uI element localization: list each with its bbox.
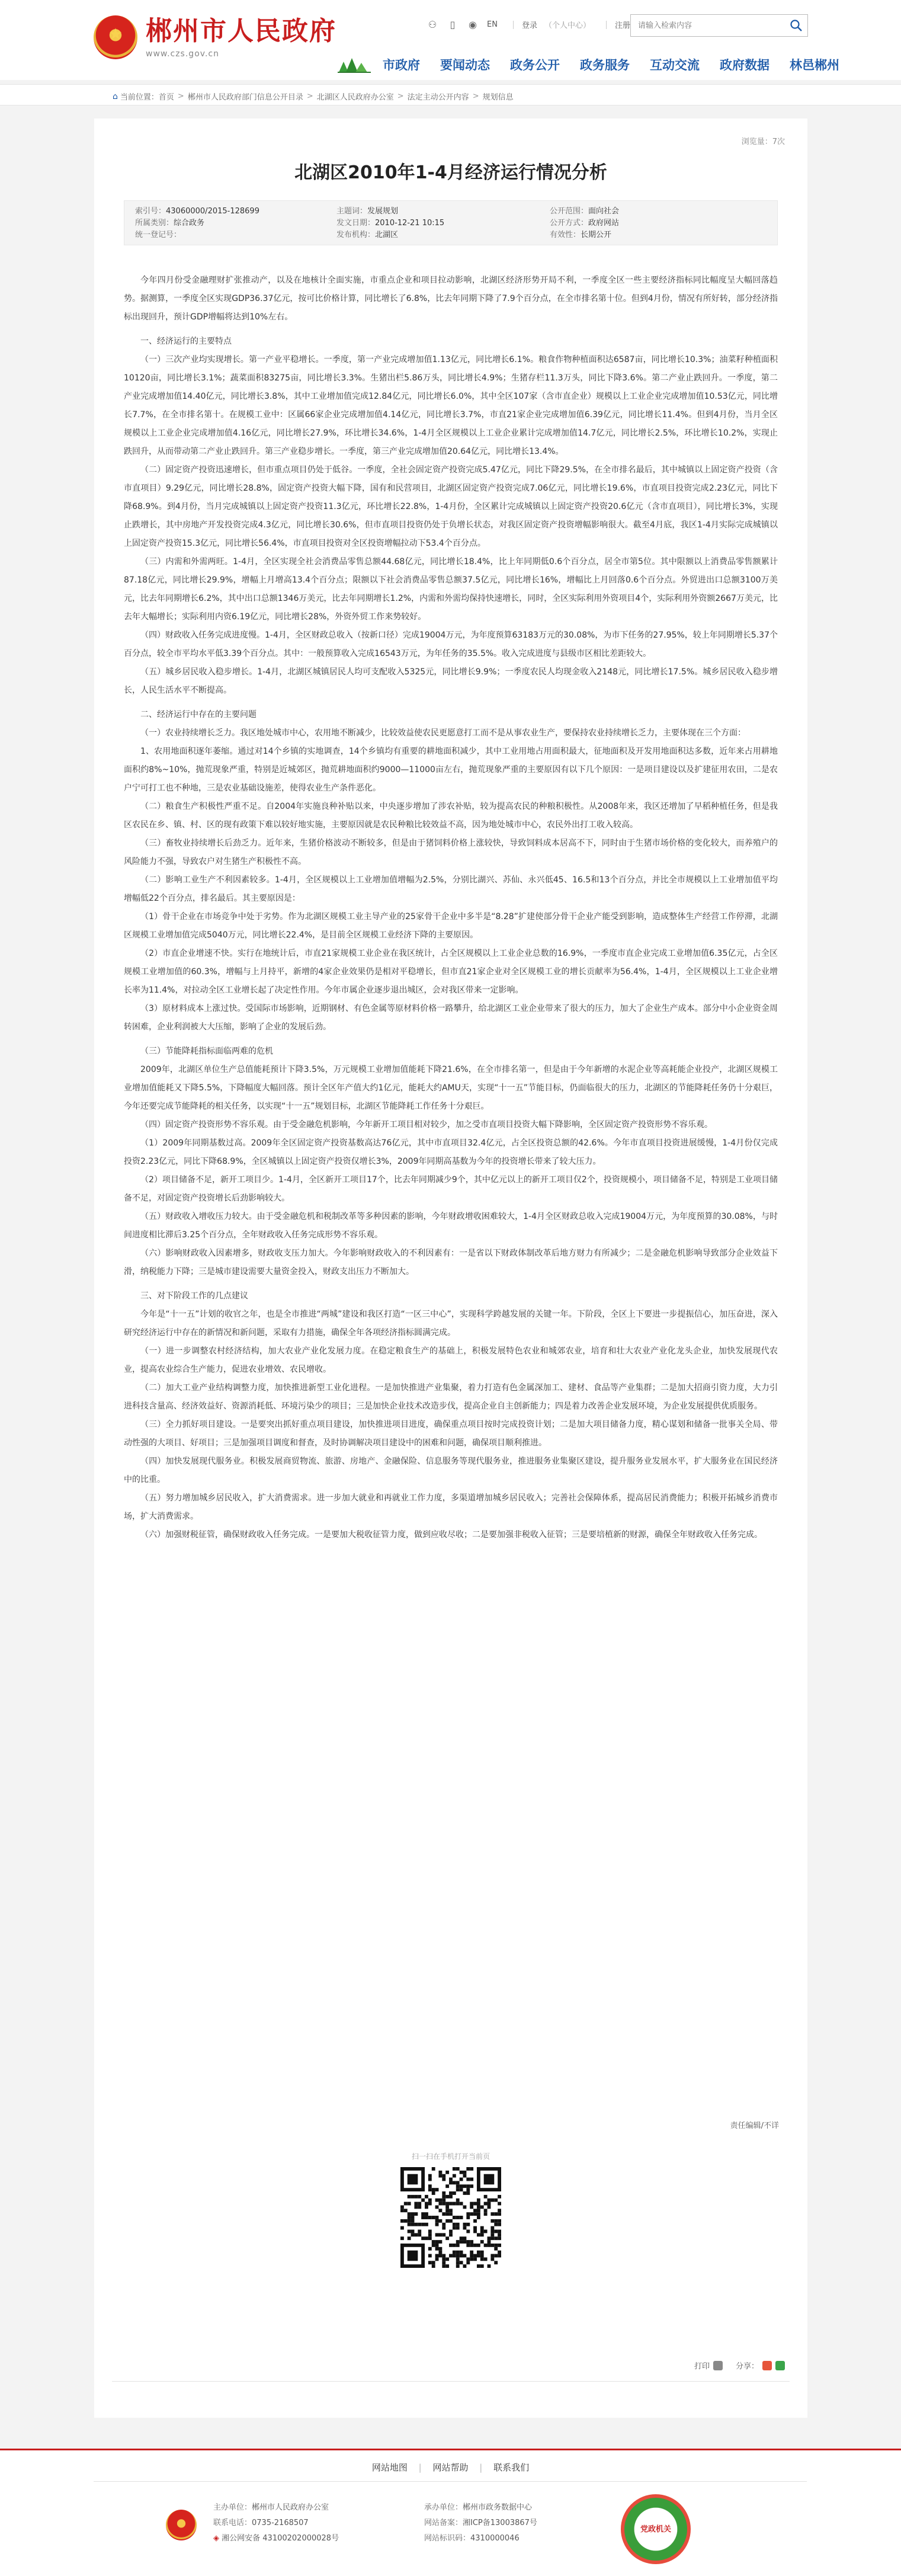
responsible-editor: 责任编辑/不详 <box>730 2121 779 2130</box>
print-label: 打印 <box>694 2362 710 2371</box>
print-share-bar <box>681 2360 785 2371</box>
article-paragraph: 三、对下阶段工作的几点建议 <box>140 1291 248 1301</box>
breadcrumb-planning[interactable]: 规划信息 <box>482 93 514 102</box>
article-paragraph: （1）骨干企业在市场竞争中处于劣势。作为北湖区规模工业主导产业的25家骨干企业中多半是“8.28”扩建使部分骨干企业产能受到影响，造成整体生产经营工作停滞，北湖区规模工业增加值完成5040万元，同比增长22.4%，是目前全区规模工业经济下降的主要原因。 <box>124 912 778 940</box>
undertaker: 郴州市政务数据中心 <box>463 2503 533 2512</box>
article-paragraph: 一、经济运行的主要特点 <box>140 337 232 346</box>
article-paragraph: （四）固定资产投资形势不容乐观。由于受金融危机影响，今年新开工项目相对较少，加之受市直项目投资大幅下降影响，全区固定资产投资形势不容乐观。 <box>140 1120 713 1129</box>
help-link[interactable]: 网站帮助 <box>432 2462 469 2473</box>
article-paragraph: （一）进一步调整农村经济结构，加大农业产业化发展力度。在稳定粮食生产的基础上，积极发展特色农业和城郊农业，培育和壮大农业产业化龙头企业，加快发展现代农业，提高农业综合生产能力，促进农业增效、农民增收。 <box>124 1346 778 1374</box>
register-link[interactable]: 注册 <box>614 21 630 30</box>
search-input[interactable] <box>631 15 779 36</box>
site-url: www.czs.gov.cn <box>146 49 219 59</box>
weibo-share-icon[interactable] <box>762 2361 772 2370</box>
site-footer <box>0 2449 901 2576</box>
article-paragraph: 今年是“十一五”计划的收官之年，也是全市推进“两城”建设和我区打造“一区三中心”，实现科学跨越发展的关键一年。下阶段，全区上下要进一步提振信心，加压奋进，深入研究经济运行中存在的新情况和新问题，采取有力措施，确保全年各项经济指标圆满完成。 <box>124 1310 778 1337</box>
article-paragraph: （五）财政收入增收压力较大。由于受金融危机和税制改革等多种因素的影响，今年财政增收困难较大，1-4月全区财政总收入完成19004万元，为年度预算的30.08%，与时间进度相比滞后3.25个百分点，全年财政收入任务完成形势不容乐观。 <box>124 1212 778 1240</box>
share-group <box>736 2360 785 2371</box>
breadcrumb-bar <box>0 84 901 105</box>
breadcrumb-open-content[interactable]: 法定主动公开内容 <box>407 93 469 102</box>
breadcrumb-home[interactable]: 首页 <box>158 93 174 102</box>
qr-block <box>377 2151 524 2270</box>
article-paragraph: （六）影响财政收入因素增多，财政收支压力加大。今年影响财政收入的不利因素有：一是省以下财政体制改革后地方财力有所减少；二是金融危机影响导致部分企业效益下滑，纳税能力下降；三是城市建设需要大量资金投入，财政支出压力不断加大。 <box>124 1249 778 1276</box>
meta-cell: 主题词：发展规划 <box>336 207 399 216</box>
article-paragraph: 2009年，北湖区单位生产总值能耗预计下降3.5%，万元规模工业增加值能耗下降21.6%，在全市排名第一，但是由于今年新增的水泥企业等高耗能企业投产，北湖区规模工业增加值能耗又下降5.5%，下降幅度大幅回落。预计全区年产值大约1亿元，能耗大约AMU天，实现“十一五”节能目标，仍面临很大的压力，北湖区的节能降耗任务仍十分艰巨，今年还要完成节能降耗的相关任务，以实现“十一五”规划目标，北湖区节能降耗工作任务十分艰巨。 <box>124 1065 778 1111</box>
footer-links: 网站地图 | 网站帮助 | 联系我们 <box>371 2462 530 2473</box>
footer-info-left: 主办单位：郴州市人民政府办公室 联系电话：0735-2168507 ◈ 湘公网安备 43100202000028号 <box>213 2503 339 2543</box>
article-paragraph: 二、经济运行中存在的主要问题 <box>140 710 256 719</box>
meta-cell: 所属类别：综合政务 <box>135 219 205 228</box>
article-meta <box>124 200 778 245</box>
footer-info-right: 承办单位：郴州市政务数据中心 网站备案：湘ICP备13003867号 网站标识码：4310000046 <box>424 2503 537 2543</box>
article-paragraph: （一）三次产业均实现增长。第一产业平稳增长。一季度，第一产业完成增加值1.13亿元，同比增长6.1%。粮食作物种植面积达6587亩，同比增长10.3%；油菜籽种植面积10120亩，同比增长3.1%；蔬菜面积83275亩，同比增长3.3%。生猪出栏5.86万头，同比增长4.9%；生猪存栏11.3万头，同比下降3.6%。第二产业止跌回升。一季度，第二产业完成增加值14.40亿元，同比增长3.8%，其中工业增加值完成12.84亿元，同比增长6.0%，其中全区107家（含市直企业）规模以上工业企业完成增加值10.53亿元，同比增长7.7%，在全市排名第十。在规模工业中：区属66家企业完成增加值4.14亿元，同比增长3.7%，市直21家企业完成增加值6.39亿元，同比增长11.4%。但到4月份，当月全区规模以上工业企业完成增加值4.16亿元，同比增长27.9%，环比增长34.6%，1-4月全区规模以上工业企业累计完成增加值14.7亿元，同比增长2.5%，环比增长10.2%，实现止跌回升，从而带动第二产业止跌回升。第三产业稳步增长。一季度，第三产业完成增加值20.64亿元，同比增长13.4%。 <box>124 355 778 456</box>
search-icon[interactable] <box>790 19 803 32</box>
article-paragraph: （2）市直企业增速不快。实行在地统计后，市直21家规模工业企业在我区统计，占全区规模以上工业企业总数的16.9%，一季度市直企业完成工业增加值6.35亿元，占全区规模工业增加值的60.3%，增幅与上月持平，新增的4家企业效果仍是相对平稳增长，但市直21家企业对全区规模工业的增长贡献率为56.4%，1-4月，全区规模以上工业企业增长率为11.4%，对拉动全区工业增长起了决定性作用。今年市属企业逐步退出城区，会对我区带来一定影响。 <box>124 949 778 995</box>
article-paragraph: 今年四月份受金融理财扩张推动产，以及在地核计全面实施，市重点企业和项目拉动影响，北湖区经济形势开局不利，一季度全区一些主要经济指标同比幅度呈大幅回落趋势。据测算，一季度全区实现GDP36.37亿元，按可比价格计算，同比增长了6.8%，比去年同期下降了7.9个百分点，在全市排名第十位。但到4月份，情况有所好转，部分经济指标出现回升，预计GDP增幅将达到10%左右。 <box>124 276 778 322</box>
article-paragraph: （二）固定资产投资迅速增长，但市重点项目仍处于低谷。一季度，全社会固定资产投资完成5.47亿元，同比下降29.5%，在全市排名最后，其中城镇以上固定资产投资（含市直项目）9.29亿元，同比增长28.8%，固定资产投资大幅下降，国有和民营项目，北湖区固定资产投资完成7.06亿元，同比增长19.6%，市直项目投资完成2.23亿元，同比下降68.9%。到4月份，当月完成城镇以上固定资产投资11.3亿元，环比增长22.8%，1-4月份，全区累计完成城镇以上固定资产投资20.6亿元（含市直项目），同比增长3%，实现止跌增长，其中房地产开发投资完成4.3亿元，同比增长30.6%，但市直项目投资仍处于负增长状态，对我区固定资产投资增幅影响很大。截至4月底，我区1-4月实际完成城镇以上固定资产投资15.3亿元，同比增长56.4%，市直项目投资对全区投资增幅拉动下53.4个百分点。 <box>124 465 778 548</box>
login-link[interactable]: 登录 <box>521 21 537 30</box>
site-name: 郴州市人民政府 <box>146 16 336 46</box>
qr-caption: 扫一扫在手机打开当前页 <box>411 2152 490 2161</box>
article-paragraph: （三）节能降耗指标面临两难的危机 <box>140 1047 273 1056</box>
police-record[interactable]: 湘公网安备 43100202000028号 <box>222 2534 339 2543</box>
wechat-share-icon[interactable] <box>775 2361 785 2370</box>
sitemap-link[interactable]: 网站地图 <box>371 2462 408 2473</box>
contact-link[interactable]: 联系我们 <box>493 2462 530 2473</box>
breadcrumb: ⌂ 当前位置： 首页 > 郴州市人民政府部门信息公开目录 > 北湖区人民政府办公室 > 法定主动公开内容 > 规划信息 <box>113 91 514 102</box>
print-button[interactable] <box>694 2360 723 2371</box>
article-paragraph: （3）原材料成本上涨过快。受国际市场影响，近期钢材、有色金属等原材料价格一路攀升，给北湖区工业企业带来了很大的压力，加大了企业生产成本。部分中小企业资金周转困难，企业利润被大大压缩，影响了企业的发展后劲。 <box>124 1004 778 1032</box>
article-paragraph: （五）努力增加城乡居民收入，扩大消费需求。进一步加大就业和再就业工作力度，多渠道增加城乡居民收入；完善社会保障体系，提高居民消费能力；积极开拓城乡消费市场，扩大消费需求。 <box>124 1493 778 1521</box>
article-paragraph: （二）加大工业产业结构调整力度，加快推进新型工业化进程。一是加快推进产业集聚，着力打造有色金属深加工、建材、食品等产业集群；二是加大招商引资力度，大力引进科技含量高、经济效益好、资源消耗低、环境污染少的项目；三是加快企业技术改造步伐，提高企业自主创新能力；四是着力改善企业发展环境，为企业发展提供优质服务。 <box>124 1383 778 1411</box>
article-paragraph: （四）加快发展现代服务业。积极发展商贸物流、旅游、房地产、金融保险、信息服务等现代服务业，推进服务业集聚区建设，提升服务业发展水平，扩大服务业在国民经济中的比重。 <box>124 1457 778 1484</box>
article-paragraph: （六）加强财税征管，确保财政收入任务完成。一是要加大税收征管力度，做到应收尽收；二是要加强非税收入征管；三是要培植新的财源，确保全年财政收入任务完成。 <box>140 1530 762 1540</box>
printer-icon <box>713 2361 723 2370</box>
meta-row <box>135 206 767 217</box>
party-gov-badge-icon[interactable]: 党政机关 <box>621 2494 691 2564</box>
article-body <box>124 271 778 1544</box>
qr-code-icon <box>400 2167 501 2268</box>
article-paragraph: 1、农用地面积逐年萎缩。通过对14个乡镇的实地调查，14个乡镇均有重要的耕地面积减少，其中工业用地占用面积最大，征地面积及开发用地面积达多数，近年来占用耕地面积约8%~10%，抛荒现象严重，特别是近城郊区，抛荒耕地面积约9000—11000亩左右，抛荒现象严重的主要原因有以下几个原因：一是项目建设以及扩建征用农田，二是农户宁可打工也不种地，三是农业基础设施差，使得农业生产条件恶化。 <box>124 747 778 793</box>
meta-cell: 索引号：43060000/2015-128699 <box>135 207 259 216</box>
forest-deco-icon <box>338 56 371 73</box>
national-emblem-icon <box>94 15 137 59</box>
article-container <box>94 119 807 2418</box>
nav-item-news[interactable]: 要闻动态 <box>440 58 490 72</box>
meta-cell: 发文日期：2010-12-21 10:15 <box>336 219 445 228</box>
article-paragraph: （三）内需和外需两旺。1-4月，全区实现全社会消费品零售总额44.68亿元，同比增长18.4%，比上年同期低0.6个百分点，居全市第5位。其中限额以上消费品零售额累计87.18亿元，同比增长29.9%，增幅上月增高13.4个百分点；限额以下社会消费品零售总额37.5亿元，同比增长16%，增幅比上月回落0.6个百分点。外贸进出口总额3100万美元，比去年同期增长6.2%，其中出口总额1346万美元，比去年同期增长1.2%，内需和外需均保持快速增长，同时，全区实际利用外资项目4个，实际利用外资额2667万美元，比去年大幅增长；实际利用内资6.19亿元，同比增长28%，外资外贸工作来势较好。 <box>124 557 778 622</box>
article-paragraph: （三）全力抓好项目建设。一是要突出抓好重点项目建设，加快推进项目进度，确保重点项目按时完成投资计划；二是加大项目储备力度，精心谋划和储备一批事关全局、带动性强的大项目、好项目；三是加强项目调度和督查，及时协调解决项目建设中的困难和问题，确保项目顺利推进。 <box>124 1420 778 1448</box>
breadcrumb-prefix: 当前位置： <box>120 93 159 102</box>
footer-emblem-icon <box>166 2510 197 2540</box>
nav-item-services[interactable]: 政务服务 <box>580 58 630 72</box>
meta-cell: 统一登记号： <box>135 231 182 239</box>
search-box <box>630 14 808 37</box>
site-logo[interactable] <box>94 15 336 59</box>
meta-cell: 有效性：长期公开 <box>550 231 612 239</box>
nav-item-government[interactable]: 市政府 <box>383 58 420 72</box>
nav-item-data[interactable]: 政府数据 <box>720 58 769 72</box>
share-label: 分享： <box>735 2362 759 2371</box>
article-paragraph: （一）农业持续增长乏力。我区地处城市中心，农用地不断减少，比较效益使农民更愿意打工而不是从事农业生产，要保持农业持续增长乏力，主要体现在三个方面： <box>140 728 746 738</box>
icp-record[interactable]: 湘ICP备13003867号 <box>463 2519 537 2527</box>
meta-row <box>135 217 767 229</box>
nav-item-open-government[interactable]: 政务公开 <box>510 58 560 72</box>
breadcrumb-office[interactable]: 北湖区人民政府办公室 <box>316 93 394 102</box>
view-count: 浏览量：7次 <box>741 137 785 146</box>
sponsor: 郴州市人民政府办公室 <box>252 2503 329 2512</box>
nav-item-linyi[interactable]: 林邑郴州 <box>790 58 839 72</box>
article-title: 北湖区2010年1-4月经济运行情况分析 <box>294 162 607 183</box>
home-icon: ⌂ <box>113 91 118 101</box>
meta-cell: 公开方式：政府网站 <box>550 219 620 228</box>
article-paragraph: （二）粮食生产积极性严重不足。自2004年实施良种补贴以来，中央逐步增加了涉农补贴，较为提高农民的种粮积极性。从2008年来，我区还增加了早稻种植任务，但是我区农民在乡、镇、村、区的现有政策下难以较好地实施，主要原因就是农民种粮比较效益不高，因为地处城市中心，农民外出打工收入较高。 <box>124 802 778 830</box>
english-link[interactable]: EN <box>487 20 498 29</box>
article-paragraph: （二）影响工业生产不利因素较多。1-4月，全区规模以上工业增加值增幅为2.5%，分别比湖兴、苏仙、永兴低45、16.5和13个百分点，并比全市规模以上工业增加值平均增幅低22个百分点，排名最后。其主要原因是： <box>124 875 778 903</box>
article-paragraph: （2）项目储备不足，新开工项目少。1-4月，全区新开工项目17个，比去年同期减少9个，其中亿元以上的新开工项目仅2个，投资规模小，项目储备不足，特别是工业项目储备不足，对固定资产投资增长后劲影响较大。 <box>124 1175 778 1203</box>
article-paragraph: （三）畜牧业持续增长后劲乏力。近年来，生猪价格波动不断较多，但是由于猪饲料价格上涨较快，导致饲料成本居高不下，同时由于生猪市场价格的变化较大，而养殖户的风险能力不强，导致农户对生猪生产积极性不高。 <box>124 839 778 866</box>
meta-row <box>135 229 767 241</box>
breadcrumb-catalog[interactable]: 郴州市人民政府部门信息公开目录 <box>187 93 303 102</box>
article-paragraph: （四）财政收入任务完成进度慢。1-4月，全区财政总收入（按新口径）完成19004万元，为年度预算63183万元的30.08%，为市下任务的27.95%，较上年同期增长5.37个百分点，较全市平均水平低3.39个百分点。其中：一般预算收入完成16543万元，为年任务的35.5%。收入完成进度与县级市区相比差距较大。 <box>124 631 778 658</box>
top-toolbar <box>427 19 637 30</box>
meta-cell: 公开范围：面向社会 <box>550 207 620 216</box>
nav-item-interaction[interactable]: 互动交流 <box>650 58 700 72</box>
site-id: 4310000046 <box>470 2534 520 2543</box>
phone: 0735-2168507 <box>252 2519 309 2527</box>
police-icon: ◈ <box>213 2534 222 2543</box>
article-paragraph: （五）城乡居民收入稳步增长。1-4月，北湖区城镇居民人均可支配收入5325元，同比增长9.9%；一季度农民人均现金收入2148元，同比增长17.5%。城乡居民收入稳步增长，人民生活水平不断提高。 <box>124 667 778 695</box>
site-header <box>0 0 901 80</box>
article-paragraph: （1）2009年同期基数过高。2009年全区固定资产投资基数高达76亿元，其中市直项目32.4亿元，占全区投资总额的42.6%。今年市直项目投资进展缓慢，1-4月份仅完成投资2.23亿元，同比下降68.9%，全区城镇以上固定资产投资仅增长3%，2009年同期高基数为今年的投资增长带来了较大压力。 <box>124 1138 778 1166</box>
weibo-icon[interactable]: ◉ <box>469 19 477 30</box>
user-center-hint: （个人中心） <box>544 21 591 30</box>
accessibility-icon[interactable]: ⚇ <box>428 19 437 30</box>
mobile-icon[interactable]: ▯ <box>450 19 456 30</box>
meta-cell: 发布机构：北湖区 <box>336 231 399 239</box>
main-nav <box>338 56 860 73</box>
